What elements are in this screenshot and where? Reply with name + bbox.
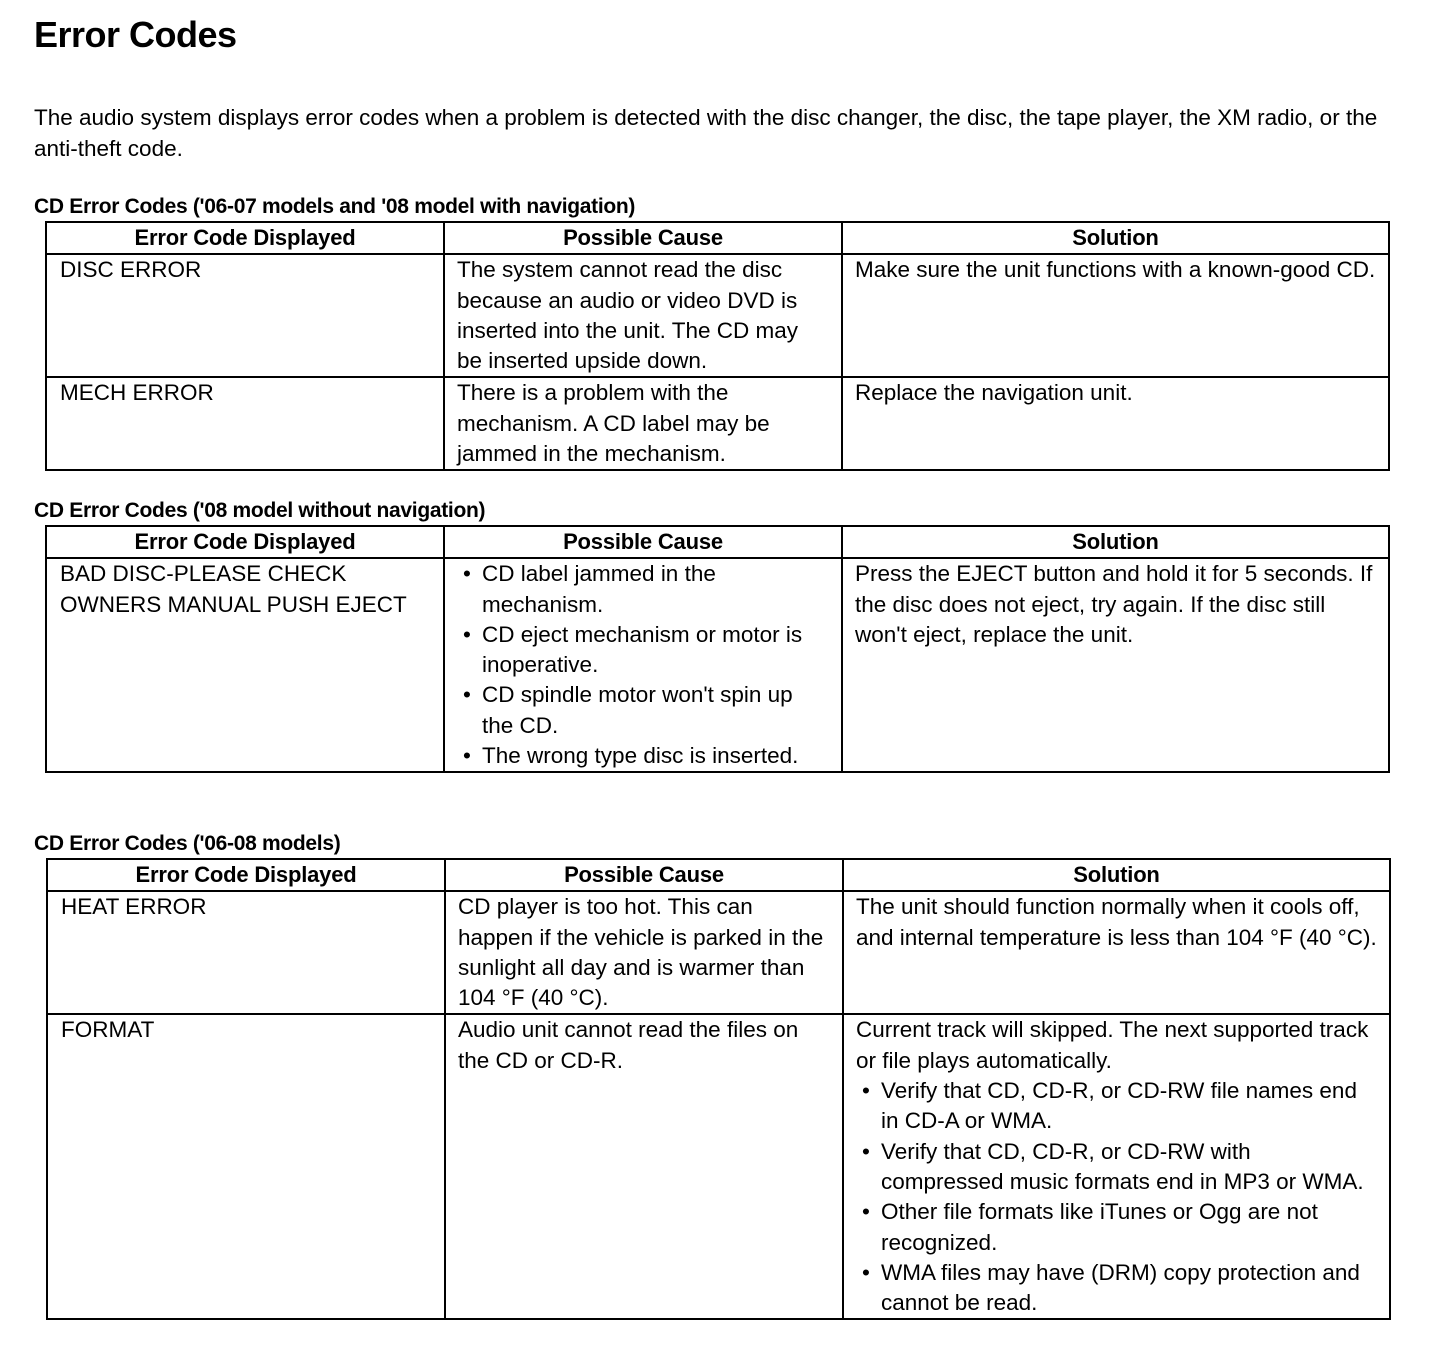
list-item: • Other file formats like iTunes or Ogg are not recognized. — [856, 1197, 1377, 1258]
solution-lead: Current track will skipped. The next supported track or file plays automatically. — [856, 1017, 1369, 1073]
header-possible-cause: Possible Cause — [445, 859, 843, 891]
cause-cell — [444, 558, 842, 772]
header-error-code: Error Code Displayed — [47, 859, 445, 891]
table-row — [46, 558, 1389, 772]
table-header-row — [47, 859, 1390, 891]
list-item: • Verify that CD, CD-R, or CD-RW file names end in CD-A or WMA. — [856, 1076, 1377, 1137]
cause-cell: CD player is too hot. This can happen if the vehicle is parked in the sunlight all day and is warmer than 104 °F (40 °C). — [445, 891, 843, 1014]
error-code-cell: FORMAT — [47, 1014, 445, 1319]
solution-cell: Press the EJECT button and hold it for 5 seconds. If the disc does not eject, try again. If the disc still won't eject, replace the unit. — [842, 558, 1389, 772]
cause-cell: There is a problem with the mechanism. A CD label may be jammed in the mechanism. — [444, 377, 842, 470]
section-title-all-models: CD Error Codes ('06-08 models) — [34, 832, 341, 855]
list-item: • WMA files may have (DRM) copy protection and cannot be read. — [856, 1258, 1377, 1319]
header-solution: Solution — [843, 859, 1390, 891]
cause-cell: Audio unit cannot read the files on the CD or CD-R. — [445, 1014, 843, 1319]
cause-cell: The system cannot read the disc because an audio or video DVD is inserted into the unit. The CD may be inserted upside down. — [444, 254, 842, 377]
table-row — [46, 254, 1389, 377]
solution-list — [856, 1076, 1377, 1318]
cause-list — [457, 559, 829, 771]
table-row — [47, 1014, 1390, 1319]
header-possible-cause: Possible Cause — [444, 526, 842, 558]
table-header-row — [46, 526, 1389, 558]
section-title-nav: CD Error Codes ('06-07 models and '08 model with navigation) — [34, 195, 636, 218]
error-code-cell: HEAT ERROR — [47, 891, 445, 1014]
table-row — [47, 891, 1390, 1014]
error-table-all-models — [46, 858, 1391, 1320]
header-solution: Solution — [842, 526, 1389, 558]
header-possible-cause: Possible Cause — [444, 222, 842, 254]
page-title: Error Codes — [34, 14, 237, 55]
solution-cell: Replace the navigation unit. — [842, 377, 1389, 470]
table-row — [46, 377, 1389, 470]
table-header-row — [46, 222, 1389, 254]
intro-paragraph: The audio system displays error codes when a problem is detected with the disc changer, the disc, the tape player, the XM radio, or the anti-theft code. — [34, 105, 1378, 161]
header-solution: Solution — [842, 222, 1389, 254]
list-item: • CD spindle motor won't spin up the CD. — [457, 680, 829, 741]
error-code-cell: MECH ERROR — [46, 377, 444, 470]
list-item: • Verify that CD, CD-R, or CD-RW with compressed music formats end in MP3 or WMA. — [856, 1137, 1377, 1198]
solution-cell: The unit should function normally when it cools off, and internal temperature is less than 104 °F (40 °C). — [843, 891, 1390, 1014]
list-item: • The wrong type disc is inserted. — [457, 741, 829, 771]
error-code-cell: BAD DISC-PLEASE CHECK OWNERS MANUAL PUSH EJECT — [46, 558, 444, 772]
solution-cell: Make sure the unit functions with a known-good CD. — [842, 254, 1389, 377]
solution-cell — [843, 1014, 1390, 1319]
list-item: • CD eject mechanism or motor is inoperative. — [457, 620, 829, 681]
header-error-code: Error Code Displayed — [46, 222, 444, 254]
error-code-cell: DISC ERROR — [46, 254, 444, 377]
section-title-no-nav: CD Error Codes ('08 model without navigation) — [34, 499, 486, 522]
error-table-no-nav — [45, 525, 1390, 773]
header-error-code: Error Code Displayed — [46, 526, 444, 558]
list-item: • CD label jammed in the mechanism. — [457, 559, 829, 620]
error-table-nav — [45, 221, 1390, 471]
